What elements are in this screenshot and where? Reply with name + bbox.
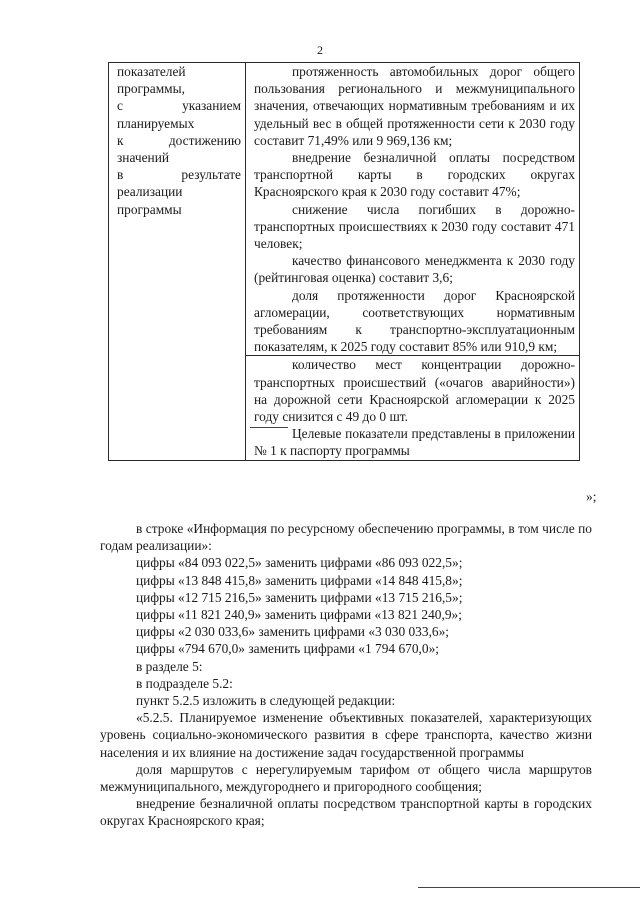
subsection-line: в подразделе 5.2:	[136, 675, 233, 691]
body-paragraph: внедрение безналичной оплаты посредством транспортной карты в городских округах Красноярского края;	[100, 796, 592, 829]
body-paragraph: доля маршрутов с нерегулируемым тарифом от общего числа маршрутов межмуниципального, междугороднего и пригородного сообщения;	[100, 761, 592, 795]
scan-artifact-line	[418, 887, 640, 888]
program-passport-table	[108, 62, 580, 461]
indicator-label-cell	[109, 63, 246, 461]
label-line: к достижению	[117, 132, 241, 148]
replacement-line: цифры «12 715 216,5» заменить цифрами «13 715 216,5»;	[136, 589, 463, 605]
body-paragraph: «5.2.5. Планируемое изменение объективных показателей, характеризующих уровень социально-экономического развития в сфере транспорта, качество жизни населения и их влияние на достижение задач государственной программы	[100, 710, 592, 760]
point-line: пункт 5.2.5 изложить в следующей редакции:	[136, 693, 396, 709]
indicator-item: протяженность автомобильных дорог общего пользования регионального и межмуниципального значения, отвечающих нормативным требованиям и их удельный вес в общей протяженности сети к 2030 году составит 71,49% или 9 969,136 км;	[254, 64, 575, 148]
label-line: с указанием	[117, 98, 241, 114]
indicator-values-cell	[246, 356, 580, 460]
replacement-line: цифры «13 848 415,8» заменить цифрами «14 848 415,8»;	[136, 572, 463, 588]
replacement-line: цифры «2 030 033,6» заменить цифрами «3 030 033,6»;	[136, 624, 450, 640]
label-line: реализации	[117, 184, 183, 200]
indicator-item: внедрение безналичной оплаты посредством транспортной карты в городских округах Красноярского края к 2030 году составит 47%;	[254, 150, 575, 200]
label-line: в результате	[117, 167, 241, 183]
section-line: в разделе 5:	[136, 658, 203, 674]
table-row	[109, 63, 580, 356]
page-number: 2	[317, 43, 323, 57]
indicator-item: количество мест концентрации дорожно-транспортных происшествий («очагов аварийности») на дорожной сети Красноярской агломерации к 2025 году снизится с 49 до 0 шт.	[254, 357, 575, 425]
label-line: программы,	[117, 81, 185, 97]
indicator-item: снижение числа погибших в дорожно-транспортных происшествиях к 2030 году составит 471 человек;	[254, 201, 575, 252]
replacement-line: цифры «11 821 240,9» заменить цифрами «13 821 240,9»;	[136, 607, 462, 623]
replacement-line: цифры «794 670,0» заменить цифрами «1 794 670,0»;	[136, 641, 439, 657]
indicator-item: качество финансового менеджмента к 2030 году (рейтинговая оценка) составит 3,6;	[254, 253, 575, 286]
amendment-text	[100, 520, 592, 830]
replacement-line: цифры «84 093 022,5» заменить цифрами «86 093 022,5»;	[136, 555, 463, 571]
scan-artifact-line	[250, 427, 288, 428]
label-line: показателей	[117, 64, 186, 79]
closing-quote: »;	[586, 489, 597, 504]
indicator-item: Целевые показатели представлены в приложении № 1 к паспорту программы	[254, 426, 575, 459]
resource-intro: в строке «Информация по ресурсному обеспечению программы, в том числе по годам реализации»:	[100, 521, 592, 554]
indicator-values-cell	[246, 63, 580, 356]
indicator-item: доля протяженности дорог Красноярской агломерации, соответствующих нормативным требованиям к транспортно-эксплуатационным показателям, к 2025 году составит 85% или 910,9 км;	[254, 287, 575, 355]
label-line: программы	[117, 201, 182, 217]
label-line: планируемых	[117, 115, 195, 131]
label-line: значений	[117, 150, 170, 166]
